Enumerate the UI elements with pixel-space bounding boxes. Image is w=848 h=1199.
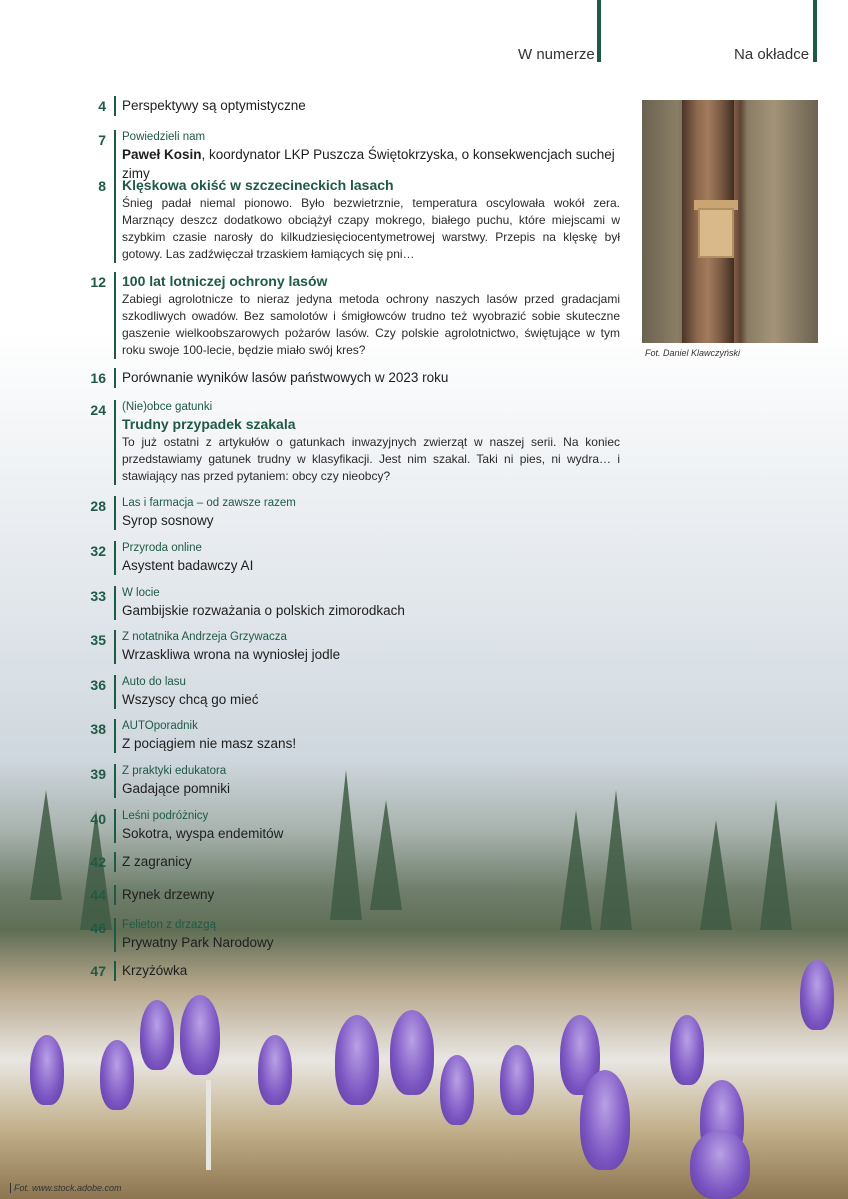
toc-entry[interactable]	[80, 852, 620, 872]
toc-entry[interactable]	[80, 675, 620, 709]
page-number: 12	[90, 274, 106, 290]
article-title: Prywatny Park Narodowy	[122, 935, 274, 950]
page-number: 16	[90, 370, 106, 386]
toc-entry[interactable]	[80, 764, 620, 798]
page-number: 36	[90, 677, 106, 693]
page-number: 35	[90, 632, 106, 648]
page-number: 46	[90, 920, 106, 936]
article-title: Krzyżówka	[122, 963, 188, 978]
toc-entry[interactable]	[80, 630, 620, 664]
article-title: Rynek drzewny	[122, 887, 215, 902]
toc-entry[interactable]	[80, 961, 620, 981]
article-kicker: (Nie)obce gatunki	[122, 401, 213, 413]
page-number: 4	[98, 98, 106, 114]
page-number: 28	[90, 498, 106, 514]
article-kicker: Felieton z drzazgą	[122, 919, 216, 931]
article-kicker: Auto do lasu	[122, 676, 186, 688]
page-number: 32	[90, 543, 106, 559]
page-number: 7	[98, 132, 106, 148]
cover-photo-credit: Fot. Daniel Klawczyński	[645, 348, 741, 358]
article-title: Perspektywy są optymistyczne	[122, 98, 306, 113]
cover-photo	[642, 100, 818, 343]
article-title: Syrop sosnowy	[122, 513, 214, 528]
toc-entry[interactable]	[80, 719, 620, 753]
page-number: 40	[90, 811, 106, 827]
page-number: 24	[90, 402, 106, 418]
article-title: Wrzaskliwa wrona na wyniosłej jodle	[122, 647, 341, 662]
page-number: 38	[90, 721, 106, 737]
article-kicker: W locie	[122, 587, 160, 599]
cover-label: Na okładce	[734, 46, 810, 63]
toc-entry[interactable]	[80, 496, 620, 530]
header-rule-right	[813, 0, 817, 62]
article-description: Śnieg padał niemal pionowo. Było bezwietrznie, temperatura oscylowała wokół zera. Marznący deszcz dodatkowo obciążył czapy mokrego, białego puchu, które miejscami w szybkim czasie narosły do kilkudziesięciocentymetrowej warstwy. Przepis na klęskę był gotowy. Las zadźwięczał trzaskiem łamiących się pni…	[122, 196, 620, 261]
header-rule-left	[597, 0, 601, 62]
article-description: To już ostatni z artykułów o gatunkach inwazyjnych zwierząt w naszej serii. Na koniec przedstawiamy gatunek trudny w klasyfikacji. Jest nim szakal. Taki ni pies, ni wydra… i stawiający nas przed pytaniem: obcy czy nieobcy?	[122, 435, 620, 483]
toc-entry[interactable]	[80, 176, 620, 263]
toc-entry[interactable]	[80, 541, 620, 575]
article-kicker: Z notatnika Andrzeja Grzywacza	[122, 631, 287, 643]
article-title: Sokotra, wyspa endemitów	[122, 826, 284, 841]
section-label: W numerze	[518, 46, 595, 63]
article-title: Z pociągiem nie masz szans!	[122, 736, 297, 751]
article-kicker: Powiedzieli nam	[122, 131, 206, 143]
article-title: , koordynator LKP Puszcza Świętokrzyska, o konsekwencjach suchej zimy	[122, 147, 615, 181]
page-number: 47	[90, 963, 106, 979]
toc-entry[interactable]	[80, 918, 620, 952]
article-kicker: Las i farmacja – od zawsze razem	[122, 497, 296, 509]
article-kicker: Z praktyki edukatora	[122, 765, 227, 777]
article-title: Wszyscy chcą go mieć	[122, 692, 259, 707]
article-title: Porównanie wyników lasów państwowych w 2023 roku	[122, 370, 449, 385]
page-number: 33	[90, 588, 106, 604]
page-number: 39	[90, 766, 106, 782]
article-description: Zabiegi agrolotnicze to nieraz jedyna metoda ochrony naszych lasów przed gradacjami szkodliwych owadów. Bez samolotów i śmigłowców trudno też wyobrazić sobie skuteczne gaszenie wielkoobszarowych pożarów lasów. Czy polskie agrolotnictwo, świętujące w tym roku swoje 100-lecie, będzie miało swój kres?	[122, 292, 620, 357]
article-title-bold: Paweł Kosin	[122, 147, 202, 162]
page-number: 44	[90, 887, 106, 903]
article-title: Trudny przypadek szakala	[122, 416, 296, 432]
article-title: Z zagranicy	[122, 854, 192, 869]
toc-entry[interactable]	[80, 400, 620, 485]
toc-entry[interactable]	[80, 272, 620, 359]
toc-entry[interactable]	[80, 885, 620, 905]
article-kicker: AUTOporadnik	[122, 720, 198, 732]
toc-entry[interactable]	[80, 586, 620, 620]
toc-entry[interactable]	[80, 809, 620, 843]
article-title: 100 lat lotniczej ochrony lasów	[122, 273, 328, 289]
article-title: Asystent badawczy AI	[122, 558, 254, 573]
article-title: Gadające pomniki	[122, 781, 231, 796]
article-kicker: Przyroda online	[122, 542, 202, 554]
article-title: Klęskowa okiść w szczecineckich lasach	[122, 177, 394, 193]
toc-entry[interactable]	[80, 368, 620, 388]
page-number: 42	[90, 854, 106, 870]
article-kicker: Leśni podróżnicy	[122, 810, 209, 822]
page-number: 8	[98, 178, 106, 194]
background-photo-credit: Fot. www.stock.adobe.com	[10, 1183, 122, 1193]
article-title: Gambijskie rozważania o polskich zimorodkach	[122, 603, 405, 618]
bat-box	[698, 208, 734, 258]
toc-entry[interactable]	[80, 96, 620, 116]
